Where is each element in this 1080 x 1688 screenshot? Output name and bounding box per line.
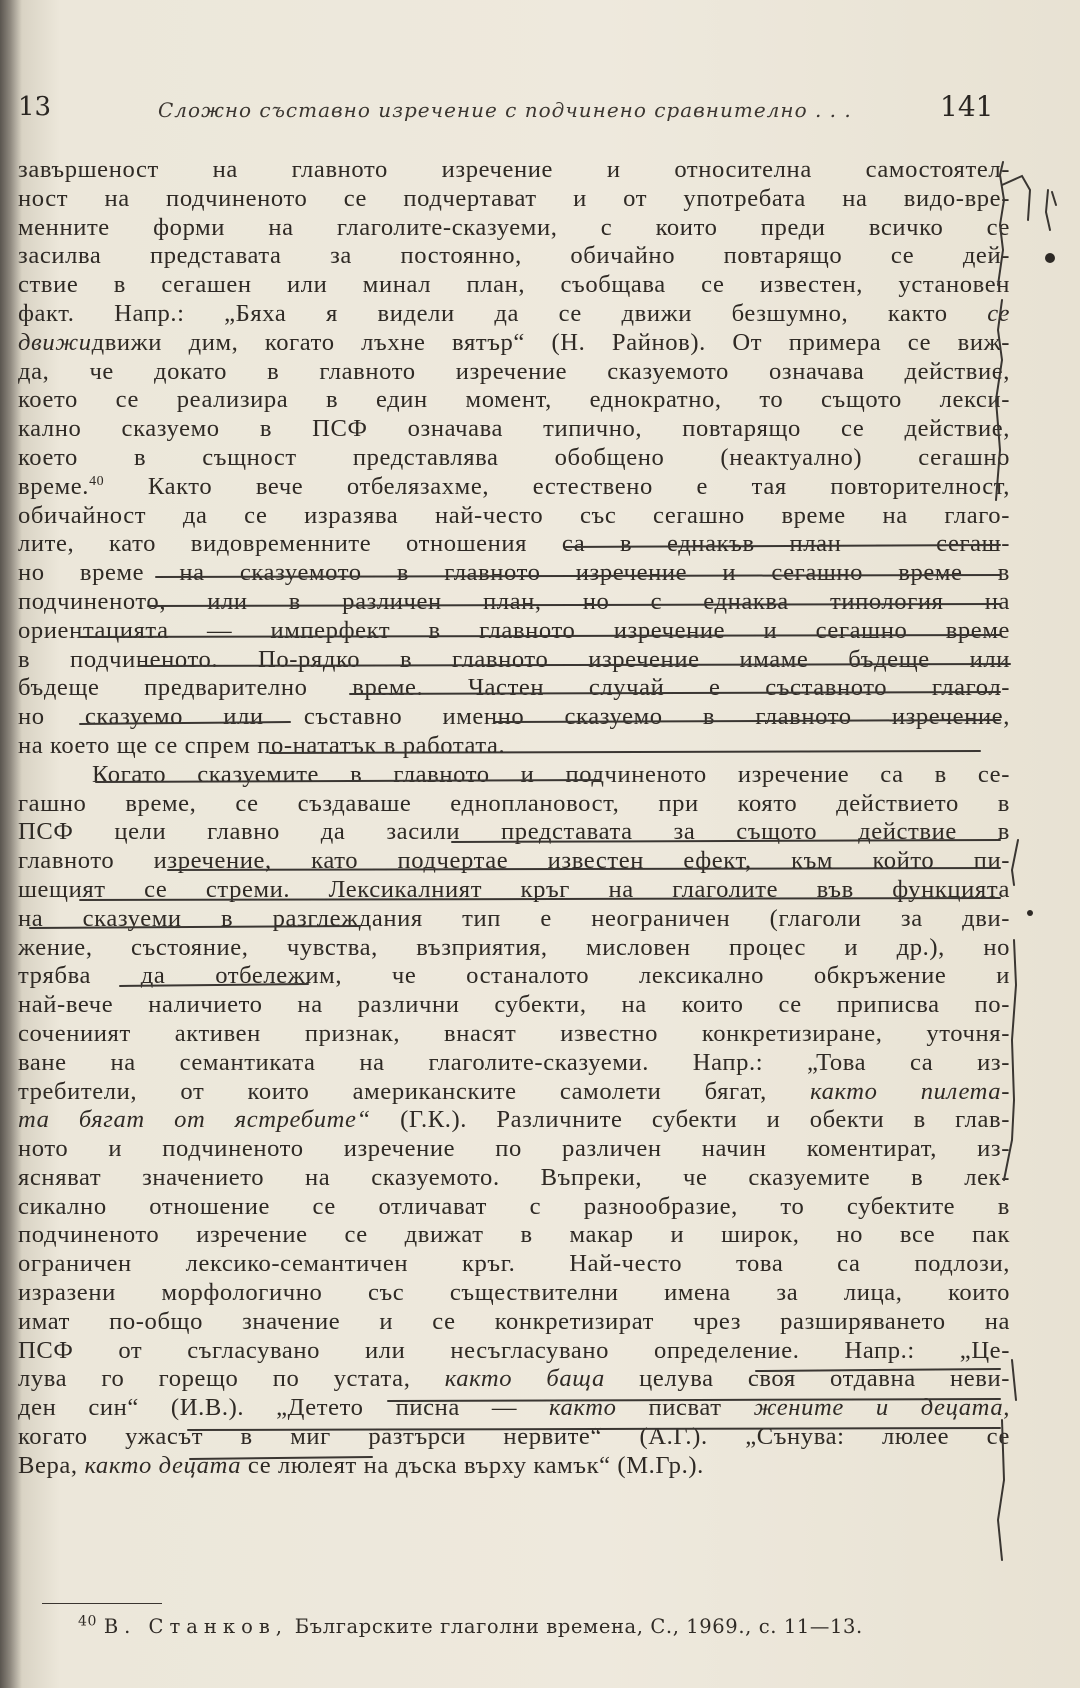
text-line: но сказуемо или съставно именно сказуемо в главното изречение,: [18, 703, 1010, 731]
text-line: когато ужасът в миг разтърси нервите“ (А.Г.). „Сънува: люлее се: [18, 1423, 1010, 1451]
text-line: ване на семантиката на глаголите-сказуеми. Напр.: „Това са из-: [18, 1048, 1010, 1076]
text-line: кално сказуемо в ПСФ означава типично, повтарящо се действие,: [18, 415, 1010, 443]
italic-text: жените и децата,: [753, 1394, 1010, 1422]
text-line: имат по-общо значение и се конкретизират чрез разширяването на: [18, 1307, 1010, 1335]
text-line: трябва да отбележим, че останалото лексикално обкръжение и: [18, 962, 1010, 990]
text-span: лува го горещо по устата,: [18, 1365, 445, 1393]
text-span: целува своя отдавна неви-: [604, 1365, 1010, 1393]
italic-text: движи: [18, 328, 92, 356]
text-line: гашно време, се създаваше едноплановост, при която действието в: [18, 789, 1010, 817]
text-line: което се реализира в един момент, еднократно, то същото лекси-: [18, 386, 1010, 414]
text-span: движи дим, когато лъхне вятър“ (Н. Райнов). От примера се виж-: [91, 328, 1010, 356]
italic-text: както децата: [84, 1451, 242, 1479]
text-line: [18, 1365, 1010, 1394]
body-text: [18, 156, 1010, 1481]
text-line: ориентацията — имперфект в главното изречение и сегашно време: [18, 616, 1010, 644]
text-line: [18, 1106, 1010, 1135]
text-line: ствие в сегашен или минал план, съобщава се известен, установен: [18, 271, 1010, 299]
text-span: Както вече отбелязахме, естествено е тая повторителност,: [104, 472, 1010, 500]
footnote: [78, 1615, 863, 1638]
margin-dot-icon: [1027, 910, 1033, 916]
text-line: менните форми на глаголите-сказуеми, с които преди всичко се: [18, 213, 1010, 241]
text-line: но време на сказуемото в главното изречение и сегашно време в: [18, 559, 1010, 587]
text-span: факт. Напр.: „Бяха я видели да се движи безшумно, както: [18, 299, 988, 327]
text-line: лите, като видовременните отношения са в еднакъв план — сегаш-: [18, 530, 1010, 558]
text-line: [18, 473, 1010, 502]
text-line: подчиненото изречение се движат в макар и широк, но все пак: [18, 1221, 1010, 1249]
italic-text: както пилета-: [810, 1077, 1010, 1105]
page-header: [0, 92, 1080, 132]
text-line: обичайност да се изразява най-често със сегашно време на глаго-: [18, 501, 1010, 529]
text-span: Вера,: [18, 1451, 85, 1479]
text-line: [18, 300, 1010, 329]
page-number: 141: [940, 90, 994, 123]
text-line: шещият се стреми. Лексикалният кръг на глаголите във функцията: [18, 875, 1010, 903]
text-line: да, че докато в главното изречение сказуемото означава действие,: [18, 357, 1010, 385]
text-span: требители, от които американските самолети бягат,: [18, 1077, 811, 1105]
text-line: в подчиненото. По-рядко в главното изречение имаме бъдеще или: [18, 645, 1010, 673]
text-line: [18, 1452, 1010, 1481]
margin-note-mark: [1046, 190, 1056, 230]
text-line: на сказуеми в разглеждания тип е неограничен (глаголи за дви-: [18, 904, 1010, 932]
text-line: ност на подчиненото се подчертават и от употребата на видо-вре-: [18, 184, 1010, 212]
italic-text: се: [987, 299, 1010, 327]
footnote-author: В. Станков,: [103, 1615, 288, 1638]
margin-bracket: [1012, 1360, 1016, 1400]
text-line: изразени морфологично със съществителни имена за лица, които: [18, 1279, 1010, 1307]
text-line: [18, 1394, 1010, 1423]
text-line: на което ще се спрем по-нататък в работата.: [18, 731, 506, 759]
text-line: засилва представата за постоянно, обичайно повтарящо се дей-: [18, 242, 1010, 270]
previous-page-number: 13: [18, 92, 52, 122]
text-line: най-вече наличието на различни субекти, на които се приписва по-: [18, 991, 1010, 1019]
text-line: ограничен лексико-семантичен кръг. Най-често това са подлози,: [18, 1250, 1010, 1278]
text-line: ПСФ цели главно да засили представата за същото действие в: [18, 818, 1010, 846]
text-line: което в същност представлява обобщено (неактуално) сегашно: [18, 443, 1010, 471]
text-line: завършеност на главното изречение и относителна самостоятел-: [18, 156, 1010, 183]
footnote-number: 40: [78, 1613, 98, 1630]
text-span: (Г.К.). Различните субекти и обекти в глав-: [370, 1106, 1010, 1134]
footnote-reference: 40: [89, 473, 105, 489]
text-line: сочениият активен признак, внасят известно конкретизиране, уточня-: [18, 1019, 1010, 1047]
running-title: Сложно съставно изречение с подчинено сравнително . . .: [158, 98, 852, 122]
text-line: жение, състояние, чувства, възприятия, мисловен процес и др.), но: [18, 933, 1010, 961]
italic-text: както: [549, 1394, 617, 1422]
text-line: главното изречение, като подчертае известен ефект, към който пи-: [18, 847, 1010, 875]
text-line: [18, 329, 1010, 358]
margin-bracket: [1012, 840, 1018, 885]
text-line: [18, 1078, 1010, 1107]
footnote-divider: [42, 1603, 162, 1604]
text-line: ПСФ от съгласувано или несъгласувано определение. Напр.: „Це-: [18, 1336, 1010, 1364]
text-line: ното и подчиненото изречение по различен начин коментират, из-: [18, 1135, 1010, 1163]
text-line: бъдеще предварително време. Частен случай е съставното глагол-: [18, 674, 1010, 702]
text-line: ясняват значението на сказуемото. Въпреки, че сказуемите в лек-: [18, 1163, 1010, 1191]
text-span: се люлеят на дъска върху камък“ (М.Гр.).: [241, 1451, 704, 1479]
text-line: Когато сказуемите в главното и подчиненото изречение са в се-: [92, 760, 1010, 788]
text-line: сикално отношение се отличават с разнообразие, то субектите в: [18, 1192, 1010, 1220]
text-span: писват: [616, 1394, 754, 1422]
text-line: подчиненото, или в различен план, но с еднаква типология на: [18, 587, 1010, 615]
text-span: време.: [18, 472, 90, 500]
margin-dot-icon: [1045, 253, 1055, 263]
text-span: ден син“ (И.В.). „Детето писна —: [18, 1394, 550, 1422]
footnote-text: Българските глаголни времена, С., 1969., с. 11—13.: [288, 1615, 863, 1638]
italic-text: та бягат от ястребите“: [18, 1106, 371, 1134]
italic-text: както баща: [444, 1365, 605, 1393]
